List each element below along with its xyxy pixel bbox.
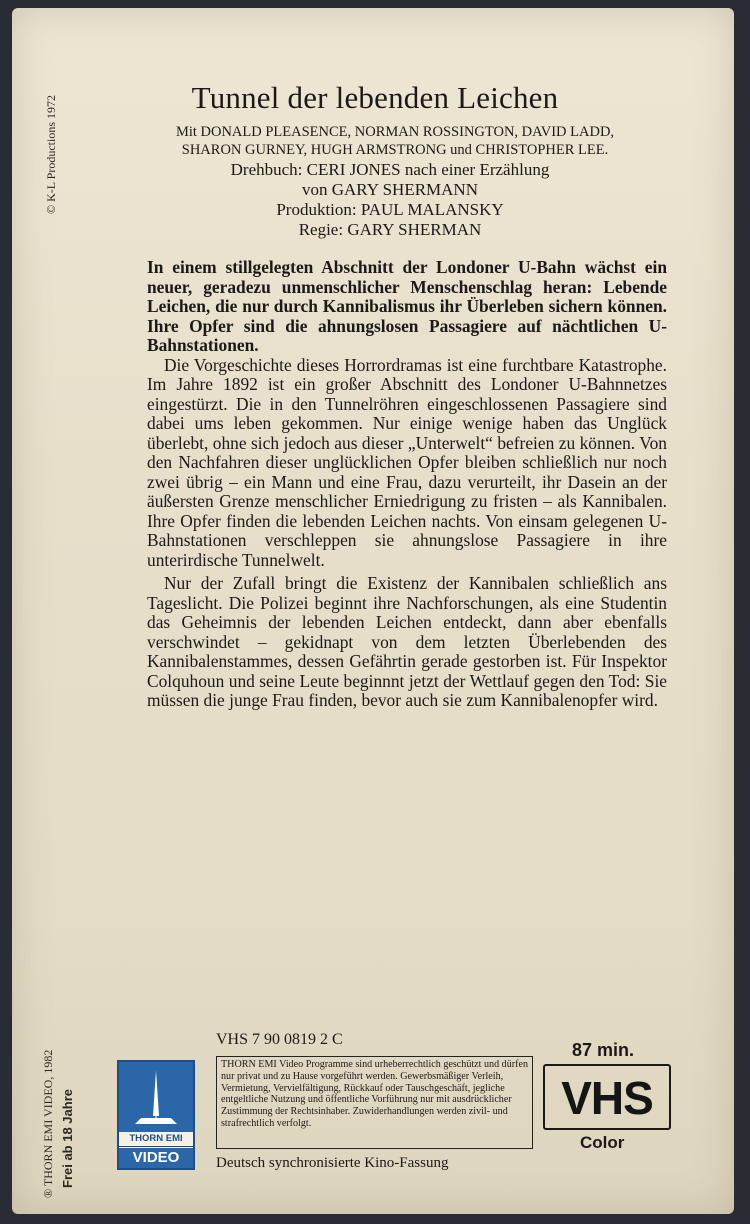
dubbing-note: Deutsch synchronisierte Kino-Fassung (216, 1155, 449, 1171)
credit-production: Produktion: PAUL MALANSKY (276, 200, 504, 219)
film-title: Tunnel der lebenden Leichen (191, 80, 559, 115)
copyright-notice-video: ® THORN EMI VIDEO, 1982 (41, 1049, 55, 1198)
credit-director: Regie: GARY SHERMAN (298, 220, 482, 239)
runtime-label: 87 min. (572, 1040, 635, 1060)
age-rating-label: Frei ab 18 Jahre (60, 1089, 75, 1188)
cast-list (130, 123, 660, 159)
cast-line: SHARON GURNEY, HUGH ARMSTRONG und CHRISTOPHER LEE. (181, 142, 609, 158)
copyright-notice-production: © K-L Productions 1972 (44, 95, 58, 214)
credit-story: von GARY SHERMANN (301, 180, 478, 199)
thorn-emi-video-logo (117, 1060, 195, 1170)
synopsis-lead: In einem stillgelegten Abschnitt der Londoner U-Bahn wächst ein neuer, geradezu unmenschlicher Menschenschlag heran: Lebende Leichen, die nur durch Kannibalismus ihr Überleben sichern können. Ihre Opfer sind die ahnungslosen Passagiere auf nächtlichen U-Bahnstationen. (147, 257, 667, 355)
cast-line: Mit DONALD PLEASENCE, NORMAN ROSSINGTON, DAVID LADD, (175, 124, 615, 140)
logo-emblem (119, 1062, 193, 1132)
synopsis-paragraph: Die Vorgeschichte dieses Horrordramas ist eine furchtbare Katastrophe. Im Jahre 1892 ist ein großer Abschnitt des Londoner U-Bahnnetzes eingestürzt. Die in den Tunnelröhren eingeschlossenen Passagiere sind dabei ums leben gekommen. Nur einige wenige haben das Unglück überlebt, ohne sich jedoch aus dieser „Unterwelt“ befreien zu können. Von den Nachfahren dieser unglücklichen Opfer bleiben schließlich nur noch zwei übrig – ein Mann und eine Frau, dazu verurteilt, ihr Dasein an der äußersten Grenze menschlicher Erniedrigung zu fristen – als Kannibalen. Ihre Opfer finden die lebenden Leichen nachts. Von einsam gelegenen U-Bahnstationen verschleppen sie ahnungslose Passagiere in ihre unterirdische Tunnelwelt. (147, 354, 667, 570)
transmitter-mast-icon (119, 1062, 193, 1132)
vhs-logo-text: VHS (561, 1072, 653, 1124)
synopsis-paragraph: Nur der Zufall bringt die Existenz der Kannibalen schließlich ans Tageslicht. Die Polizei beginnt ihre Nachforschungen, als eine Studentin das Geheimnis der lebenden Leichen entdeckt, dann aber ebenfalls verschwindet – gekidnapt von dem letzten Überlebenden des Kannibalenstammes, dessen Gefährtin gerade gestorben ist. Für Inspektor Colquhoun und seine Leute beginnnt jetzt der Wettlauf gegen den Tod: Sie müssen die junge Frau finden, bevor auch sie zum Kannibalenopfer wird. (147, 573, 667, 710)
logo-brand-name: THORN EMI (119, 1132, 193, 1147)
catalog-number: VHS 7 90 0819 2 C (216, 1031, 343, 1048)
legal-notice-box (216, 1056, 533, 1149)
logo-video-label: VIDEO (119, 1148, 193, 1168)
vhs-format-logo (543, 1064, 671, 1130)
synopsis (147, 258, 667, 711)
credits-block (180, 160, 600, 240)
color-format-label: Color (580, 1133, 625, 1152)
legal-notice-text: THORN EMI Video Programme sind urheberrechtlich geschützt und dürfen nur privat und zu Hause vorgeführt werden. Gewerbsmäßiger Verleih, Vermietung, Vervielfältigung, Rückkauf oder Tauschgeschäft, jegliche entgeltliche Nutzung und öffentliche Vorführung nur mit ausdrücklicher Zustimmung der Rechtsinhaber. Zuwiderhandlungen werden zivil- und strafrechtlich verfolgt. (221, 1059, 528, 1129)
credit-screenplay: Drehbuch: CERI JONES nach einer Erzählung (230, 160, 550, 179)
